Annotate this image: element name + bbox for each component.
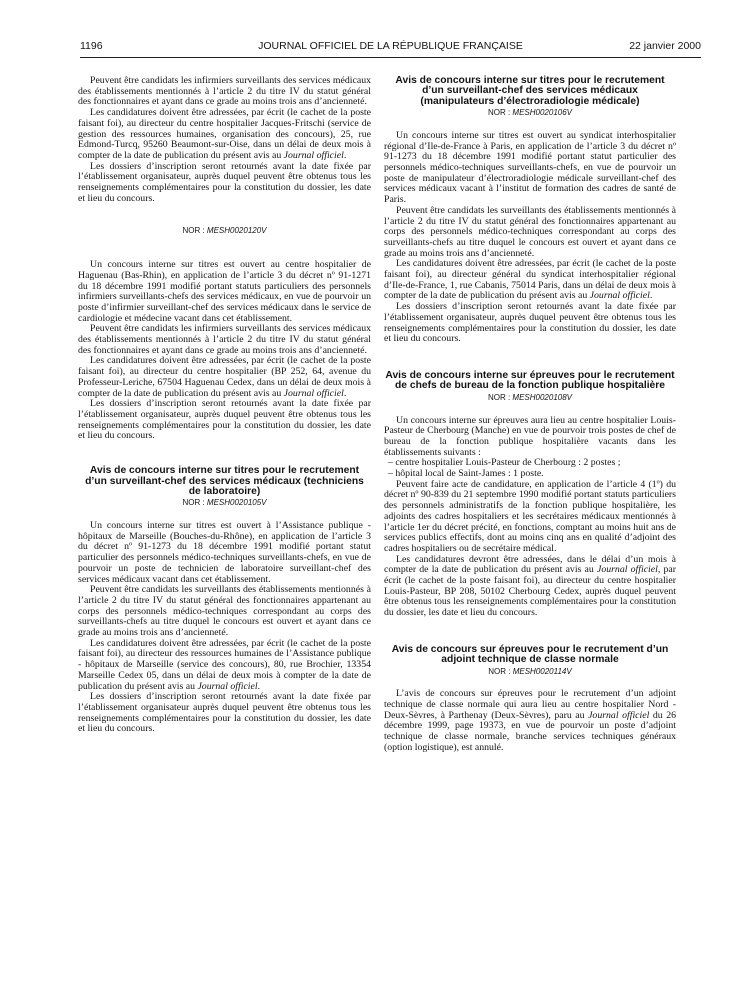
journal-reference: Journal officiel — [283, 149, 344, 161]
notice-title: Avis de concours interne sur titres pour le recrutement d’un surveillant-chef des services médicaux (manipulateurs d’électroradiologie médicale) — [395, 75, 665, 107]
right-column — [384, 76, 676, 754]
journal-reference: Journal officiel — [197, 680, 258, 692]
paragraph: Les candidatures doivent être adressées, par écrit (le cachet de la poste faisant foi), au directeur général du syndicat interhospitalier régional d’Ile-de-France, 1, rue Cabanis, 75014 Paris, dans un délai de deux mois à compter de la date de publication du présent avis au Journal officiel. — [384, 258, 676, 302]
notice-title: Avis de concours sur épreuves pour le recrutement d’un adjoint technique de classe normale — [391, 643, 669, 666]
paragraph: Peuvent être candidats les surveillants des établissements mentionnés à l’article 2 du titre IV du statut général des fonctionnaires appartenant au corps des personnels médico-techniques correspondant au corps des surveillants-chefs au titre duquel le concours est ouvert et ayant dans ce grade au moins trois ans d’ancienneté. — [78, 584, 371, 639]
paragraph: Les candidatures doivent être adressées, par écrit (le cachet de la poste faisant foi), au directeur des ressources humaines de l’Assistance publique - hôpitaux de Marseille (service des concours), 80, rue Brochier, 13354 Marseille Cedex 05, dans un délai de deux mois à compter de la date de publication du présent avis au Journal officiel. — [78, 637, 371, 692]
paragraph: Les candidatures devront être adressées, dans le délai d’un mois à compter de la date de publication du présent avis au Journal officiel, par écrit (le cachet de la poste faisant foi), au directeur du centre hospitalier Louis-Pasteur, BP 208, 50102 Cherbourg Cedex, auprès duquel peuvent être obtenus tous les renseignements complémentaires pour la constitution du dossier, les date et lieu du concours. — [384, 553, 676, 619]
nor-reference: NOR : MESH0020106V — [487, 108, 573, 118]
paragraph: Les candidatures doivent être adressées, par écrit (le cachet de la poste faisant foi), au directeur du centre hospitalier (BP 252, 64, avenue du Professeur-Leriche, 67504 Haguenau Cedex, dans un délai de deux mois à compter de la date de publication du présent avis au Journal officiel. — [78, 355, 371, 399]
running-header — [80, 40, 701, 56]
nor-reference: NOR : MESH0020114V — [488, 666, 572, 676]
paragraph: L’avis de concours sur épreuves pour le recrutement d’un adjoint technique de classe normale qui aura lieu au centre hospitalier Nord - Deux-Sèvres, à Parthenay (Deux-Sèvres), paru au Journal officiel du 26 décembre 1999, page 19373, en vue de pourvoir un poste d’adjoint technique de classe normale, branche services techniques généraux (option logistique), est annulé. — [384, 688, 676, 753]
section-spacer — [384, 619, 676, 645]
journal-reference: Journal officiel — [588, 709, 650, 721]
section-spacer — [384, 345, 676, 371]
nor-reference: NOR : MESH0020120V — [182, 226, 267, 236]
list-item: – hôpital local de Saint-James : 1 poste. — [388, 468, 544, 480]
paragraph: Les candidatures doivent être adressées, par écrit (le cachet de la poste faisant foi), au directeur du centre hospitalier Jacques-Fritschi (service de gestion des ressources humaines, organisation des concours), 25, rue Edmond-Turcq, 95260 Beaumont-sur-Oise, dans un délai de deux mois à compter de la date de publication du présent avis au Journal officiel. — [78, 107, 371, 161]
paragraph: Un concours interne sur épreuves aura lieu au centre hospitalier Louis-Pasteur de Cherbourg (Manche) en vue de pourvoir trois postes de chef de bureau de la fonction publique hospitalière vacants dans les établissements suivants : — [384, 414, 676, 458]
paragraph: Les dossiers d’inscription seront retournés avant la date fixée par l’établissement organisateur auprès duquel peuvent être obtenus tous les renseignements complémentaires pour la constitution du dossier, les date et lieu du concours. — [78, 691, 371, 735]
left-column — [78, 76, 371, 735]
header-rule — [80, 57, 701, 58]
list-item: – centre hospitalier Louis-Pasteur de Cherbourg : 2 postes ; — [388, 457, 621, 469]
section-spacer — [78, 442, 371, 466]
paragraph: Peuvent être candidats les infirmiers surveillants des services médicaux des établissements mentionnés à l’article 2 du titre IV du statut général des fonctionnaires et ayant dans ce grade au moins trois ans d’ancienneté. — [78, 323, 371, 356]
journal-title: JOURNAL OFFICIEL DE LA RÉPUBLIQUE FRANÇAISE — [258, 40, 523, 52]
paragraph: Peuvent faire acte de candidature, en application de l’article 4 (1º) du décret nº 90-839 du 21 septembre 1990 modifié portant statuts particuliers des personnels administratifs de la fonction publique hospitalière, les adjoints des cadres hospitaliers et les secrétaires médicaux mentionnés à l’article 1er du décret précité, en fonctions, comptant au moins huit ans de services publics effectifs, dont au moins cinq ans en qualité d’adjoint des cadres hospitaliers ou de secrétaire médical. — [384, 478, 676, 554]
paragraph: Peuvent être candidats les surveillants des établissements mentionnés à l’article 2 du titre IV du statut général des fonctionnaires appartenant au corps des personnels médico-techniques correspondant au corps des surveillants-chefs au titre duquel le concours est ouvert et ayant dans ce grade au moins trois ans d’ancienneté. — [384, 204, 676, 259]
page-number: 1196 — [80, 40, 103, 52]
issue-date: 22 janvier 2000 — [629, 40, 701, 52]
paragraph: Les dossiers d’inscription seront retournés avant la date fixée par l’établissement organisateur, auprès duquel peuvent être obtenus tous les renseignements complémentaires pour la constitution du dossier, les date et lieu du concours. — [78, 160, 371, 204]
nor-reference: NOR : MESH0020105V — [182, 498, 267, 508]
nor-reference: NOR : MESH0020108V — [487, 392, 573, 402]
notice-title: Avis de concours interne sur épreuves pour le recrutement de chefs de bureau de la fonction publique hospitalière — [385, 369, 675, 392]
paragraph: Un concours interne sur titres est ouvert au centre hospitalier de Haguenau (Bas-Rhin), en application de l’article 3 du décret nº 91-1271 du 18 décembre 1991 modifié portant statuts particuliers des personnels infirmiers surveillants-chefs des services médicaux, en vue de pourvoir un poste d’infirmier surveillant-chef des services médicaux dans le service de cardiologie et médecine vacant dans cet établissement. — [78, 259, 371, 324]
paragraph: Peuvent être candidats les infirmiers surveillants des services médicaux des établissements mentionnés à l’article 2 du titre IV du statut général des fonctionnaires et ayant dans ce grade au moins trois ans d’ancienneté. — [78, 75, 371, 108]
paragraph: Un concours interne sur titres est ouvert à l’Assistance publique - hôpitaux de Marseille (Bouches-du-Rhône), en application de l’article 3 du décret nº 91-1273 du 18 décembre 1991 modifié portant statut particulier des personnels médico-techniques surveillants-chefs, en vue de pourvoir un poste de technicien de laboratoire surveillant-chef des services médicaux vacant dans cet établissement. — [78, 520, 371, 585]
notice-title: Avis de concours interne sur titres pour le recrutement d’un surveillant-chef des services médicaux (techniciens de laboratoire) — [85, 465, 364, 497]
journal-reference: Journal officiel — [283, 387, 344, 399]
paragraph: Les dossiers d’inscription seront retournés avant la date fixée par l’établissement organisateur, auprès duquel peuvent être obtenus tous les renseignements complémentaires pour la constitution du dossier, les date et lieu du concours. — [384, 301, 676, 345]
paragraph: Les dossiers d’inscription seront retournés avant la date fixée par l’établissement organisateur, auprès duquel peuvent être obtenus tous les renseignements complémentaires pour la constitution du dossier, les date et lieu du concours. — [78, 398, 371, 442]
journal-reference: Journal officiel — [596, 564, 658, 576]
journal-reference: Journal officiel — [589, 290, 650, 302]
paragraph: Un concours interne sur titres est ouvert au syndicat interhospitalier régional d’Ile-de-France à Paris, en application de l’article 3 du décret nº 91-1273 du 18 décembre 1991 modifié portant statut particulier des personnels médico-techniques surveillants-chefs, en vue de pourvoir un poste de manipulateur d’électroradiologie médicale surveillant-chef des services médicaux vacant à l’institut de formation des cadres de santé de Paris. — [384, 129, 676, 206]
